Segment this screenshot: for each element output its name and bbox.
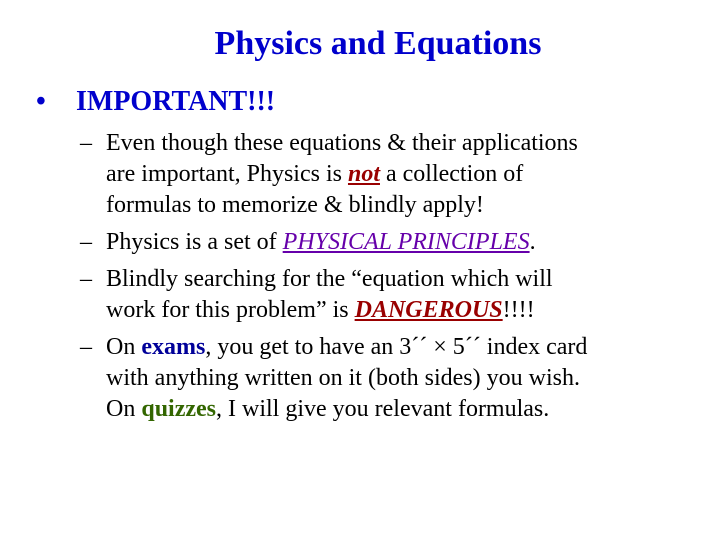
text-run: a collection of: [379, 161, 524, 187]
text-run: , I will give you relevant formulas.: [216, 396, 550, 422]
dash-marker: –: [80, 130, 92, 156]
text-run: work for this problem” is: [106, 297, 355, 323]
sub-bullet-4: [0, 332, 720, 425]
text-run: On: [106, 396, 142, 422]
line: [106, 332, 720, 363]
text-run: , you get to have an 3´´ × 5´´ index card: [205, 334, 588, 360]
dash-marker: –: [80, 334, 92, 360]
line: [106, 394, 720, 425]
emphasis-physical-principles: PHYSICAL PRINCIPLES: [282, 229, 530, 255]
line: with anything written on it (both sides) you wish.: [106, 365, 580, 391]
line: Even though these equations & their applications: [106, 130, 578, 156]
text-run: are important, Physics is: [106, 161, 348, 187]
dash-marker: –: [80, 229, 92, 255]
main-bullet-text: IMPORTANT!!!: [76, 86, 276, 117]
line: [106, 295, 720, 326]
line: Blindly searching for the “equation which will: [106, 266, 553, 292]
emphasis-exams: exams: [141, 334, 206, 360]
slide-title: Physics and Equations: [214, 25, 542, 62]
sub-bullet-2: [0, 227, 720, 258]
emphasis-quizzes: quizzes: [141, 396, 217, 422]
line: [106, 159, 720, 190]
line: formulas to memorize & blindly apply!: [106, 192, 484, 218]
bullet-dot: •: [36, 86, 46, 117]
sub-bullet-1: [0, 128, 720, 221]
text-run: Physics is a set of: [106, 229, 283, 255]
text-run: .: [529, 229, 536, 255]
sub-bullet-list: [0, 128, 720, 431]
line: [106, 227, 720, 258]
emphasis-dangerous: DANGEROUS: [354, 297, 503, 323]
main-bullet: [36, 82, 275, 122]
sub-bullet-3: [0, 264, 720, 326]
text-run: !!!!: [502, 297, 535, 323]
emphasis-not: not: [347, 161, 380, 187]
dash-marker: –: [80, 266, 92, 292]
text-run: On: [106, 334, 142, 360]
